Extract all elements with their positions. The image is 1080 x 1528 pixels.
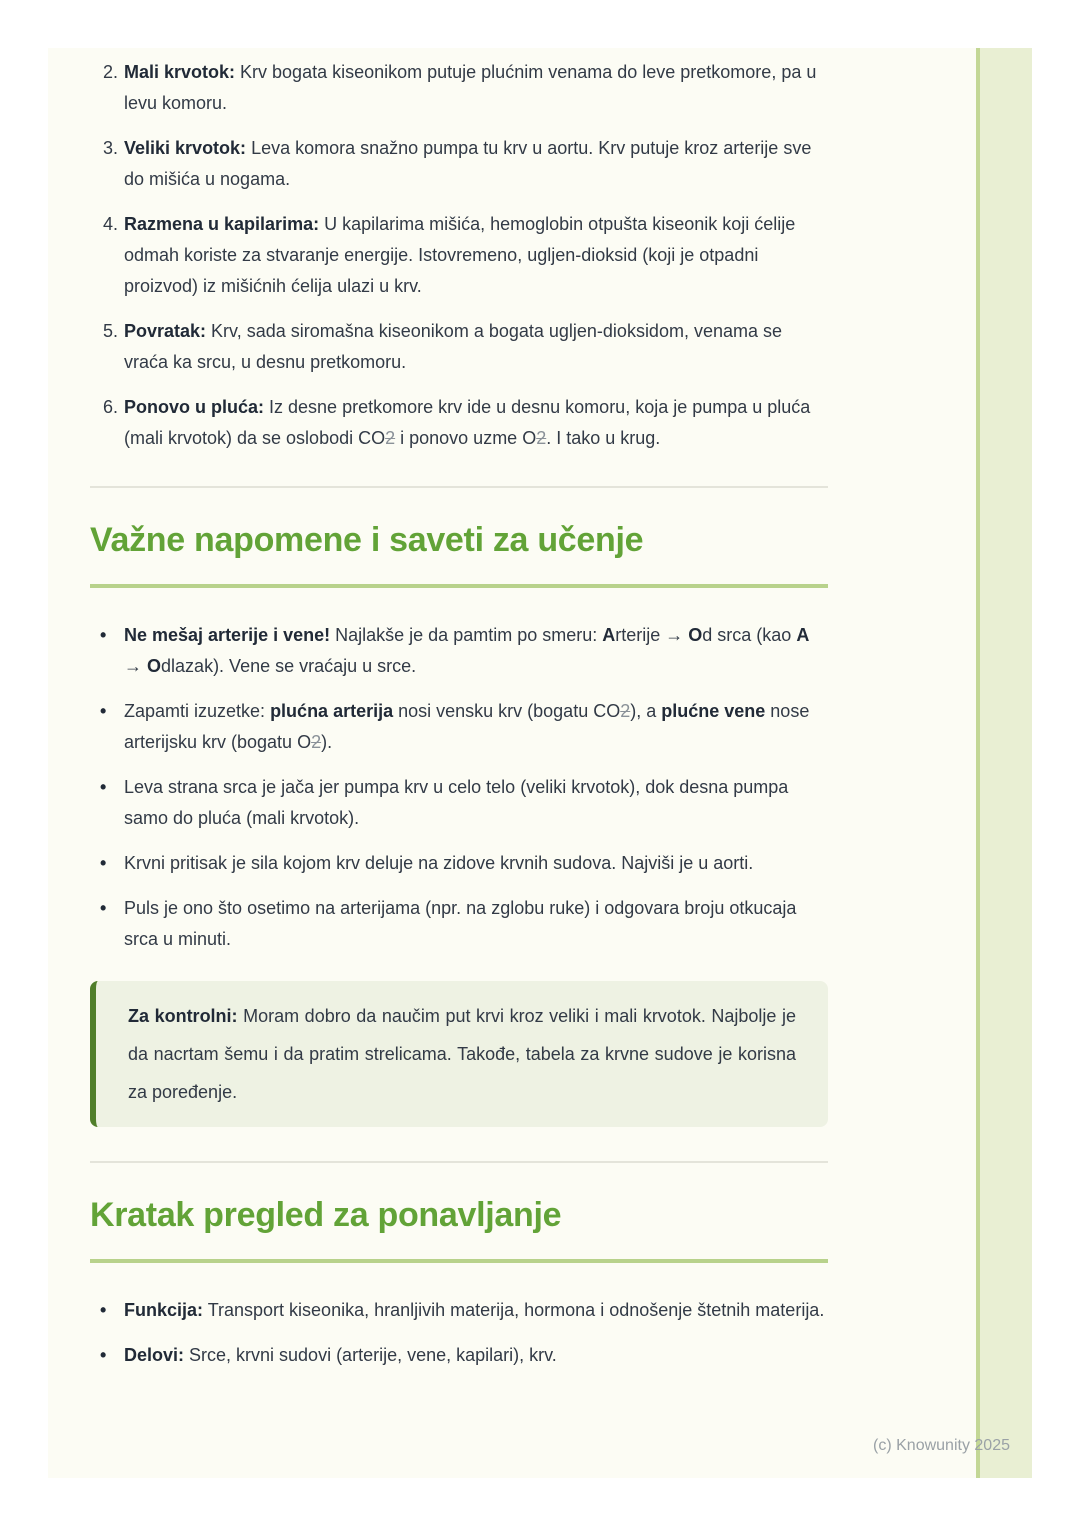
section-title-underline [90, 584, 828, 588]
list-item-text: Ponovo u pluća: Iz desne pretkomore krv ide u desnu komoru, koja je pumpa u pluća (mali krvotok) da se oslobodi CO2 i ponovo uzme O2. I tako u krug. [124, 397, 811, 448]
bullet-item: • Puls je ono što osetimo na arterijama (npr. na zglobu ruke) i odgovara broju otkucaja srca u minuti. [90, 893, 828, 955]
bullet-item: • Ne mešaj arterije i vene! Najlakše je da pamtim po smeru: Arterije → Od srca (kao A → Odlazak). Vene se vraćaju u srce. [90, 620, 828, 682]
notes-bullet-list [90, 620, 828, 955]
study-tip-callout: Za kontrolni: Moram dobro da naučim put krvi kroz veliki i mali krvotok. Najbolje je da nacrtam šemu i da pratim strelicama. Takođe, tabela za krvne sudove je korisna za poređenje. [90, 981, 828, 1127]
page-content [48, 48, 1032, 1371]
list-item-number: 4. [102, 214, 118, 234]
list-item-text: Veliki krvotok: Leva komora snažno pumpa tu krv u aortu. Krv putuje kroz arterije sve do mišića u nogama. [124, 138, 812, 189]
bullet-item: • Krvni pritisak je sila kojom krv deluje na zidove krvnih sudova. Najviši je u aorti. [90, 848, 828, 879]
section-title-review: Kratak pregled za ponavljanje [90, 1196, 562, 1234]
list-item-text: Povratak: Krv, sada siromašna kiseonikom a bogata ugljen-dioksidom, venama se vraća ka srcu, u desnu pretkomoru. [124, 321, 783, 372]
list-item-number: 6. [102, 397, 118, 417]
watermark: (c) Knowunity 2025 [873, 1437, 1010, 1454]
section-title-notes: Važne napomene i saveti za učenje [90, 521, 644, 559]
list-item-number: 2. [102, 62, 118, 82]
list-item-text: Mali krvotok: Krv bogata kiseonikom putuje plućnim venama do leve pretkomore, pa u levu komoru. [124, 62, 817, 113]
bullet-item: • Leva strana srca je jača jer pumpa krv u celo telo (veliki krvotok), dok desna pumpa samo do pluća (mali krvotok). [90, 772, 828, 834]
bullet-item: • Zapamti izuzetke: plućna arterija nosi vensku krv (bogatu CO2), a plućne vene nose arterijsku krv (bogatu O2). [90, 696, 828, 758]
bullet-item: • Delovi: Srce, krvni sudovi (arterije, vene, kapilari), krv. [90, 1340, 828, 1371]
review-bullet-list [90, 1295, 828, 1371]
section-title-underline [90, 1259, 828, 1263]
list-item [90, 57, 828, 119]
list-item [90, 133, 828, 195]
list-item-number: 3. [102, 138, 118, 158]
list-item [90, 316, 828, 378]
section-divider [90, 486, 828, 488]
list-item [90, 392, 828, 454]
document-page [48, 48, 1032, 1478]
bullet-item: • Funkcija: Transport kiseonika, hranljivih materija, hormona i odnošenje štetnih materija. [90, 1295, 828, 1326]
list-item-number: 5. [102, 321, 118, 341]
circulation-steps-list [90, 57, 828, 454]
section-divider [90, 1161, 828, 1163]
list-item [90, 209, 828, 302]
list-item-text: Razmena u kapilarima: U kapilarima mišića, hemoglobin otpušta kiseonik koji ćelije odmah koriste za stvaranje energije. Istovremeno, ugljen-dioksid (koji je otpadni proizvod) iz mišićnih ćelija ulazi u krv. [124, 214, 796, 296]
